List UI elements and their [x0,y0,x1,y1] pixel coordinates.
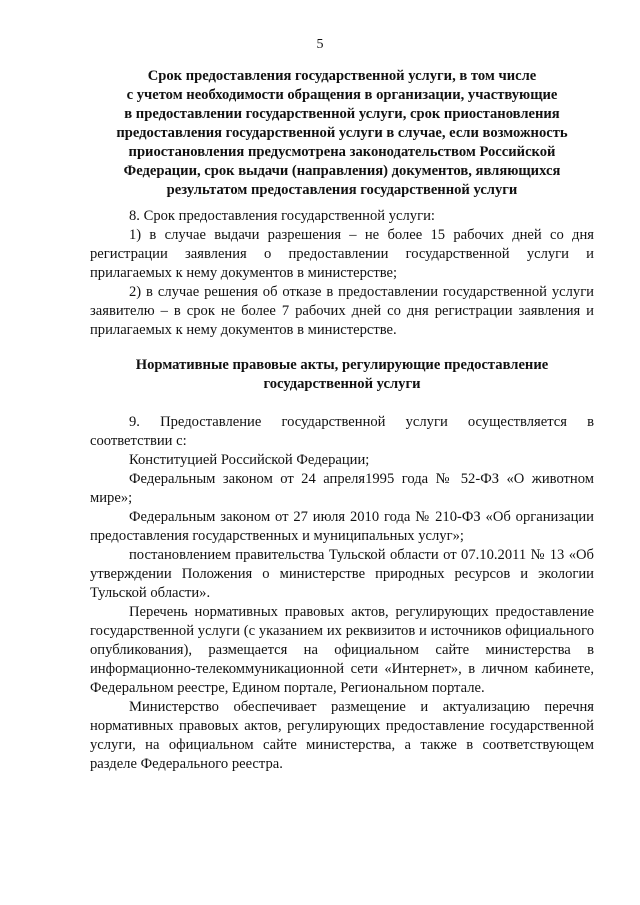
paragraph: 9. Предоставление государственной услуги осуществляется в соответствии с: [90,414,594,449]
paragraph: Конституцией Российской Федерации; [129,452,370,468]
section-heading-service-term [90,67,594,200]
section-body-service-term [90,207,594,340]
heading-line: предоставления государственной услуги в случае, если возможность [116,125,568,141]
paragraph: 8. Срок предоставления государственной услуги: [129,208,435,224]
page-number: 5 [316,37,324,52]
paragraph: 1) в случае выдачи разрешения – не более 15 рабочих дней со дня регистрации заявления о предоставлении государственной услуги и прилагаемых к нему документов в министерстве; [90,227,594,281]
heading-line: с учетом необходимости обращения в организации, участвующие [126,87,558,103]
heading-line: государственной услуги [263,376,421,392]
section-heading-legal-acts [90,356,594,394]
section-body-legal-acts [90,413,594,774]
heading-line: Срок предоставления государственной услуги, в том числе [147,68,537,84]
heading-line: Нормативные правовые акты, регулирующие предоставление [135,357,549,373]
paragraph: 2) в случае решения об отказе в предоставлении государственной услуги заявителю – в срок не более 7 рабочих дней со дня регистрации заявления и прилагаемых к нему документов в министерстве. [90,284,594,338]
heading-line: приостановления предусмотрена законодательством Российской [128,144,556,160]
paragraph: Федеральным законом от 27 июля 2010 года № 210-ФЗ «Об организации предоставления государственных и муниципальных услуг»; [90,509,594,544]
heading-line: в предоставлении государственной услуги, срок приостановления [124,106,560,122]
heading-line: Федерации, срок выдачи (направления) документов, являющихся [123,163,561,179]
paragraph: Министерство обеспечивает размещение и актуализацию перечня нормативных правовых актов, регулирующих предоставление государственной услуги, на официальном сайте министерства, а также в соответствующем разделе Федерального реестра. [90,699,594,772]
paragraph: постановлением правительства Тульской области от 07.10.2011 № 13 «Об утверждении Положения о министерстве природных ресурсов и экологии Тульской области». [90,547,594,601]
heading-line: результатом предоставления государственной услуги [166,182,518,198]
paragraph: Перечень нормативных правовых актов, регулирующих предоставление государственной услуги (с указанием их реквизитов и источников официального опубликования), размещается на официальном сайте министерства в информационно-телекоммуникационной сети «Интернет», в личном кабинете, Федеральном реестре, Едином портале, Региональном портале. [90,604,594,696]
paragraph: Федеральным законом от 24 апреля1995 года № 52-ФЗ «О животном мире»; [90,471,594,506]
